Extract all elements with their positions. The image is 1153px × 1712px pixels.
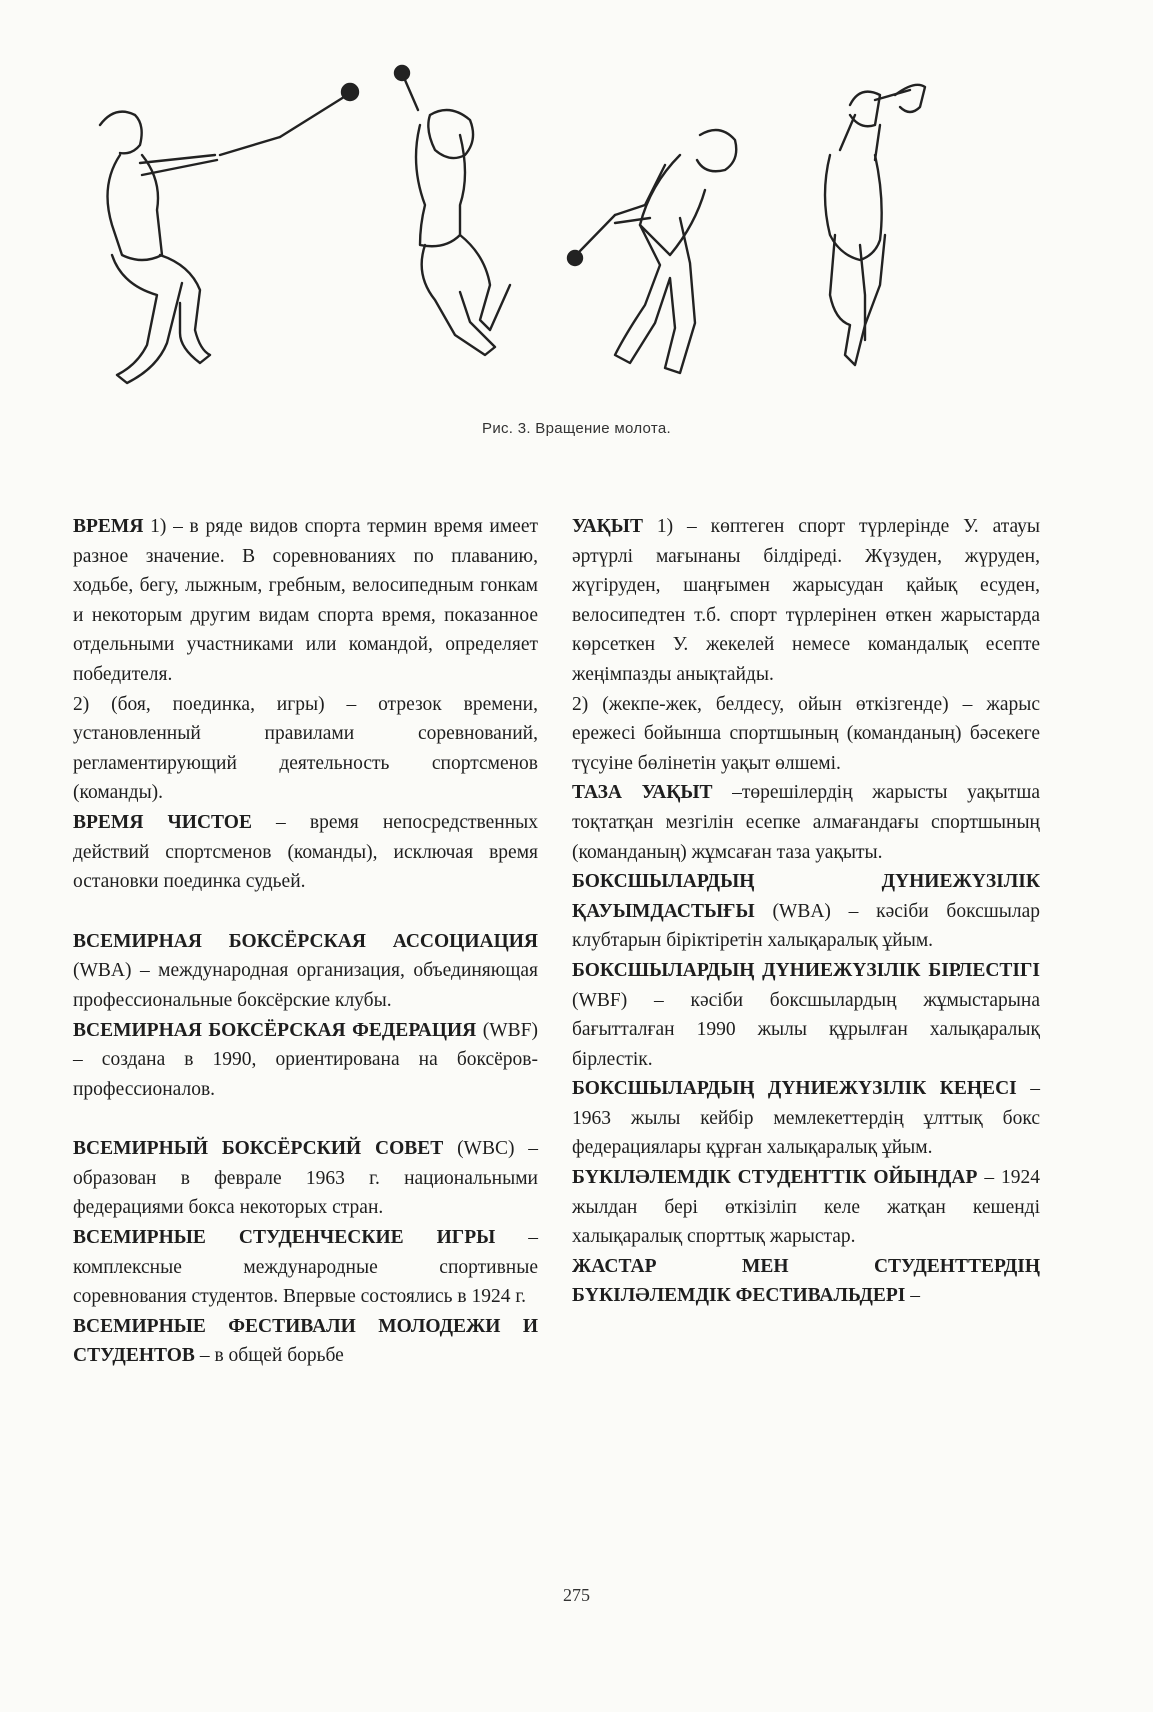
entry-wbc <box>73 1134 538 1223</box>
term: ВСЕМИРНАЯ БОКСЁРСКАЯ АССОЦИАЦИЯ <box>73 930 538 952</box>
entry-wbf <box>73 1016 538 1105</box>
athlete-figure-1 <box>100 84 358 383</box>
definition: (WBA) – международная организация, объединяющая профессиональные боксёрские клубы. <box>73 960 538 1011</box>
entry-youth-festivals <box>73 1312 538 1371</box>
term: ВСЕМИРНЫЙ БОКСЁРСКИЙ СОВЕТ <box>73 1138 444 1160</box>
definition: – в общей борьбе <box>194 1345 344 1367</box>
term: БОКСШЫЛАРДЫҢ ДҮНИЕЖҮЗІЛІК ҚАУЫМДАСТЫҒЫ <box>572 871 1040 922</box>
entry-wbf-kz <box>572 956 1040 1074</box>
term: ВРЕМЯ ЧИСТОЕ <box>73 811 252 833</box>
term: ВСЕМИРНЫЕ СТУДЕНЧЕСКИЕ ИГРЫ <box>73 1227 496 1249</box>
entry-student-games-kz <box>572 1163 1040 1252</box>
term: БОКСШЫЛАРДЫҢ ДҮНИЕЖҮЗІЛІК БІРЛЕСТІГІ <box>572 959 1040 981</box>
athlete-figure-3 <box>568 130 736 373</box>
definition: –төрешілердің жарысты уақытша тоқтатқан мезгілін есепке алмағандағы спортшының (команданың) жұмсаған таза уақыты. <box>572 782 1040 863</box>
right-column-kazakh <box>572 512 1040 1311</box>
term: БҮКІЛӘЛЕМДІК СТУДЕНТТІК ОЙЫНДАР <box>572 1167 978 1189</box>
hammer-throw-figure <box>60 55 1060 450</box>
term: ВСЕМИРНАЯ БОКСЁРСКАЯ ФЕДЕРАЦИЯ <box>73 1019 477 1041</box>
figure-caption: Рис. 3. Вращение молота. <box>482 420 671 437</box>
entry-uakyt <box>572 512 1040 690</box>
definition: (WBA) – кәсіби боксшылар клубтарын біріктіретін халықаралық ұйым. <box>572 900 1040 952</box>
definition: (WBC) – образован в феврале 1963 г. национальными федерациями бокса некоторых стран. <box>73 1138 538 1219</box>
definition: 1) – в ряде видов спорта термин время имеет разное значение. В соревнованиях по плаванию, ходьбе, бегу, лыжным, гребным, велосипедным гонкам и некоторым другим видам спорта время, показанное отдельными участниками или командой, определяет победителя. <box>73 516 538 685</box>
entry-wbc-kz <box>572 1074 1040 1163</box>
page-number: 275 <box>563 1585 590 1605</box>
hammer-throw-illustration <box>60 55 1060 450</box>
definition: 2) (жекпе-жек, белдесу, ойын өткізгенде) – жарыс ережесі бойынша спортшының (команданың) бәсекеге түсуіне бөлінетін уақыт өлшемі. <box>572 693 1040 774</box>
entry-wba-kz <box>572 867 1040 956</box>
entry-vremya-chistoe <box>73 808 538 897</box>
entry-taza-uakyt <box>572 778 1040 867</box>
athlete-figure-4 <box>825 85 925 365</box>
entry-vremya <box>73 512 538 690</box>
entry-wba <box>73 927 538 1016</box>
term: УАҚЫТ <box>572 516 643 537</box>
definition: (WBF) – создана в 1990, ориентирована на боксёров-профессионалов. <box>73 1019 538 1100</box>
athlete-figure-2 <box>395 66 510 355</box>
term: ВСЕМИРНЫЕ ФЕСТИВАЛИ МОЛОДЕЖИ И СТУДЕНТОВ <box>73 1315 538 1367</box>
definition: – <box>905 1285 921 1307</box>
term: ЖАСТАР МЕН СТУДЕНТТЕРДІҢ БҮКІЛӘЛЕМДІК ФЕСТИВАЛЬДЕРІ <box>572 1255 1040 1307</box>
definition: – 1924 жылдан бері өткізіліп келе жатқан кешенді халықаралық спорттық жарыстар. <box>572 1167 1041 1248</box>
left-column-russian <box>73 512 538 1371</box>
entry-vremya-2 <box>73 690 538 808</box>
entry-uakyt-2 <box>572 690 1040 779</box>
term: БОКСШЫЛАРДЫҢ ДҮНИЕЖҮЗІЛІК КЕҢЕСІ <box>572 1078 1017 1100</box>
definition: – 1963 жылы кейбір мемлекеттердің ұлттық бокс федерациялары құрған халықаралық ұйым. <box>572 1078 1041 1159</box>
definition: 1) – көптеген спорт түрлерінде У. атауы әртүрлі мағынаны білдіреді. Жүзуден, жүруден, жүгіруден, шаңғымен жарысудан қайық есуден, велосипедтен т.б. спорт түрлерінен өткен жарыстарда көрсеткен У. жекелей немесе командалық есепте жеңімпазды анықтайды. <box>572 516 1040 685</box>
entry-student-games <box>73 1223 538 1312</box>
definition: 2) (боя, поединка, игры) – отрезок времени, установленный правилами соревнований, регламентирующий деятельность спортсменов (команды). <box>73 693 538 804</box>
term: ВРЕМЯ <box>73 516 144 537</box>
definition: – комплексные международные спортивные соревнования студентов. Впервые состоялись в 1924 г. <box>73 1227 539 1308</box>
term: ТАЗА УАҚЫТ <box>572 782 713 804</box>
definition: (WBF) – кәсіби боксшылардың жұмыстарына бағытталған 1990 жылы құрылған халықаралық бірлестік. <box>572 989 1040 1070</box>
definition: – время непосредственных действий спортсменов (команды), исключая время остановки поединка судьей. <box>73 811 538 893</box>
entry-youth-festivals-kz <box>572 1252 1040 1311</box>
